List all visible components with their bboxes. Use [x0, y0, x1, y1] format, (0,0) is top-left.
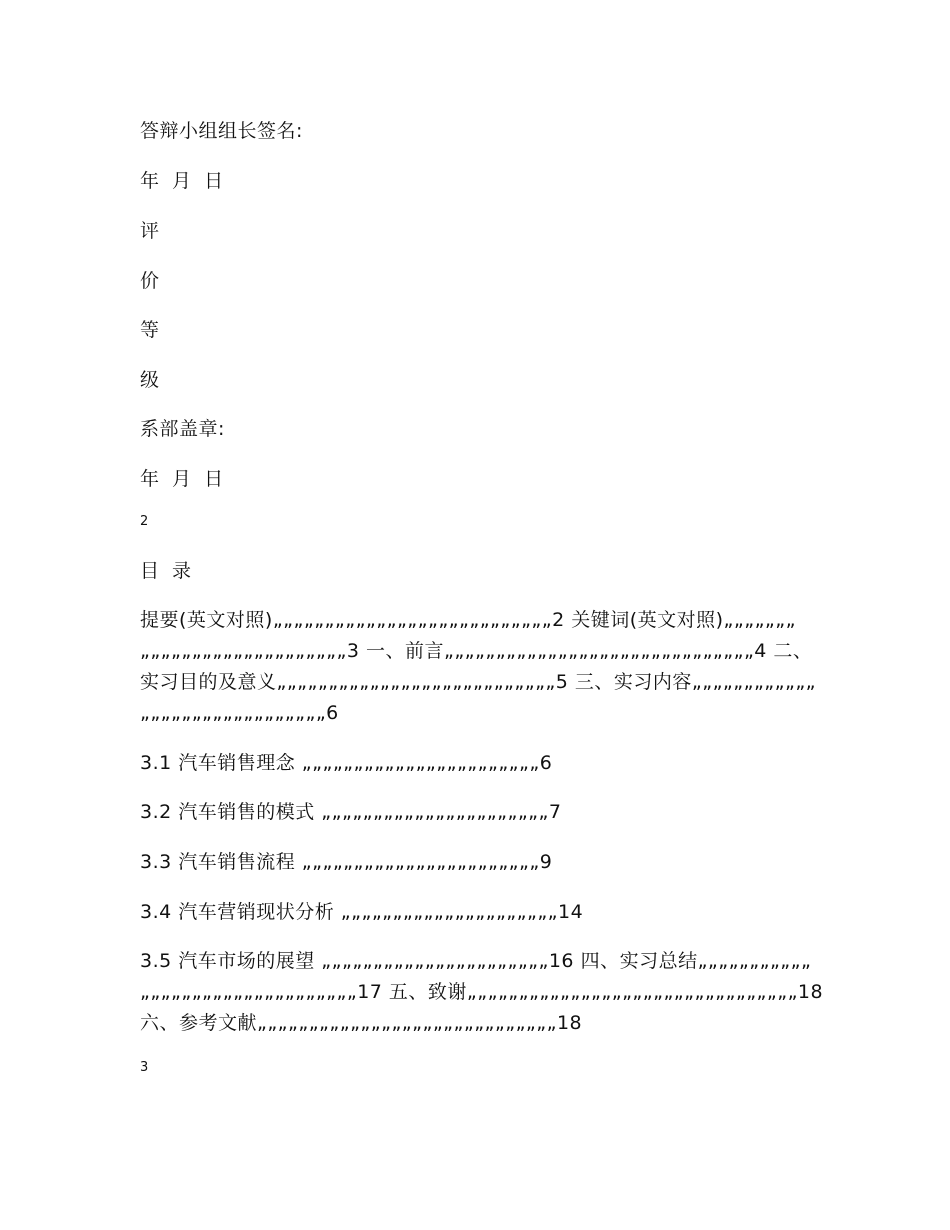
- page-number: 2: [140, 514, 149, 529]
- toc-title: 目 录: [140, 560, 192, 582]
- toc-entry-3-3: 3.3 汽车销售流程 „„„„„„„„„„„„„„„„„„„„„„„9: [140, 851, 553, 873]
- toc-line: 实习目的及意义„„„„„„„„„„„„„„„„„„„„„„„„„„„5 三、实习内容„„„„„„„„„„„„: [140, 671, 817, 693]
- grade-char-2: 价: [140, 270, 160, 292]
- leader-signature-label: 答辩小组组长签名:: [140, 120, 303, 142]
- toc-entry-3-4: 3.4 汽车营销现状分析 „„„„„„„„„„„„„„„„„„„„„14: [140, 901, 584, 923]
- toc-entry-3-2: 3.2 汽车销售的模式 „„„„„„„„„„„„„„„„„„„„„„7: [140, 801, 562, 823]
- leader-signature-date: 年 月 日: [140, 170, 224, 192]
- toc-line: 提要(英文对照)„„„„„„„„„„„„„„„„„„„„„„„„„„„2 关键词(英文对照)„„„„„„„: [140, 609, 796, 631]
- department-stamp-label: 系部盖章:: [140, 418, 225, 440]
- department-stamp-date: 年 月 日: [140, 468, 224, 490]
- toc-line: „„„„„„„„„„„„„„„„„„6: [140, 702, 339, 724]
- toc-block-2: [140, 946, 824, 1039]
- toc-line: 六、参考文献„„„„„„„„„„„„„„„„„„„„„„„„„„„„„18: [140, 1012, 583, 1034]
- toc-line: „„„„„„„„„„„„„„„„„„„„„17 五、致谢„„„„„„„„„„„„„„„„„„„„„„„„„„„„„„„„18: [140, 981, 824, 1003]
- toc-line: 3.5 汽车市场的展望 „„„„„„„„„„„„„„„„„„„„„„16 四、实习总结„„„„„„„„„„„: [140, 950, 812, 972]
- grade-char-1: 评: [140, 220, 160, 242]
- grade-char-3: 等: [140, 319, 160, 341]
- toc-line: „„„„„„„„„„„„„„„„„„„„3 一、前言„„„„„„„„„„„„„„„„„„„„„„„„„„„„„„4 二、: [140, 640, 813, 662]
- toc-block-1: [140, 605, 815, 729]
- toc-entry-3-1: 3.1 汽车销售理念 „„„„„„„„„„„„„„„„„„„„„„„6: [140, 752, 553, 774]
- grade-char-4: 级: [140, 369, 160, 391]
- page-number: 3: [140, 1060, 149, 1075]
